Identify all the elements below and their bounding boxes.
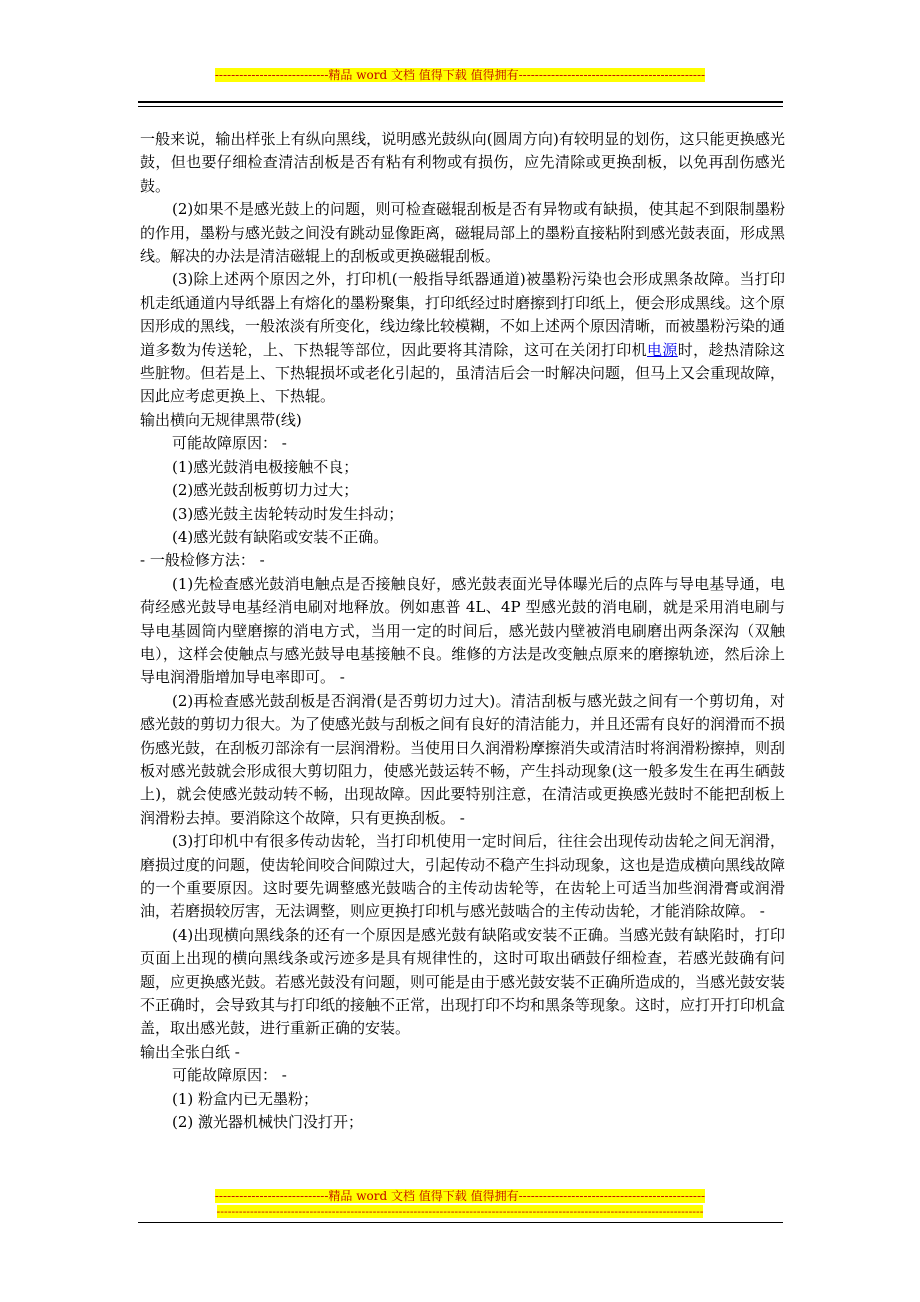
- header-banner: [0, 66, 920, 83]
- paragraph-3: [140, 268, 785, 408]
- cause-1: (1)感光鼓消电极接触不良；: [172, 457, 359, 476]
- section-heading-horizontal-black-band: 输出横向无规律黑带(线): [140, 410, 302, 429]
- causes-label: 可能故障原因： -: [172, 434, 287, 453]
- document-body: [140, 128, 785, 1134]
- method-3: (3)打印机中有很多传动齿轮，当打印机使用一定时间后，往往会出现传动齿轮之间无润滑，磨损过度的问题，使齿轮间咬合间隙过大，引起传动不稳产生抖动现象，这也是造成横向黑线故障的一个重要原因。这时要先调整感光鼓啮合的主传动齿轮等，在齿轮上可适当加些润滑膏或润滑油，若磨损较厉害，无法调整，则应更换打印机与感光鼓啮合的主传动齿轮，才能消除故障。 -: [140, 832, 786, 921]
- footer-banner: [0, 1187, 920, 1204]
- footer-rule: [138, 1222, 783, 1223]
- section-heading-blank-page: 输出全张白纸 -: [140, 1042, 240, 1061]
- footer-dashes-line: [0, 1205, 920, 1218]
- paragraph-2: (2)如果不是感光鼓上的问题，则可检查磁辊刮板是否有异物或有缺损，使其起不到限制墨粉的作用，墨粉与感光鼓之间没有跳动显像距离，磁辊局部上的墨粉直接粘附到感光鼓表面，形成黑线。解决的办法是清洁磁辊上的刮板或更换磁辊刮板。: [140, 200, 786, 266]
- header-rule-thin: [138, 106, 783, 107]
- paragraph-3-start: (3)除上述两个原因之外，打印机(一般指导纸器通道)被墨粉污染也会形成黑条故障。当打印机走纸通道内导纸器上有熔化的墨粉聚集，打印纸经过时磨擦到打印纸上，便会形成黑线。这个原因形成的黑线，一般浓淡有所变化，线边缘比较模糊，不如上述两个原因清晰，而被墨粉污染的通道多数为传送轮，上、下热辊等部位，因此要将其清除，这可在关闭打印机: [140, 270, 786, 359]
- paragraph-1: 一般来说，输出样张上有纵向黑线，说明感光鼓纵向(圆周方向)有较明显的划伤，这只能更换感光鼓，但也要仔细检查清洁刮板是否有粘有利物或有损伤，应先清除或更换刮板，以免再刮伤感光鼓。: [140, 130, 785, 195]
- method-4: (4)出现横向黑线条的还有一个原因是感光鼓有缺陷或安装不正确。当感光鼓有缺陷时，打印页面上出现的横向黑线条或污迹多是具有规律性的，这时可取出硒鼓仔细检查，若感光鼓确有问题，应更换感光鼓。若感光鼓没有问题，则可能是由于感光鼓安装不正确所造成的，当感光鼓安装不正确时，会导致其与打印纸的接触不正常，出现打印不均和黑条等现象。这时，应打开打印机盒盖，取出感光鼓，进行重新正确的安装。: [140, 925, 786, 1038]
- method-2: (2)再检查感光鼓刮板是否润滑(是否剪切力过大)。清洁刮板与感光鼓之间有一个剪切角，对感光鼓的剪切力很大。为了使感光鼓与刮板之间有良好的清洁能力，并且还需有良好的润滑而不损伤感光鼓，在刮板刃部涂有一层润滑粉。当使用日久润滑粉摩擦消失或清洁时将润滑粉擦掉，则刮板对感光鼓就会形成很大剪切阻力，使感光鼓运转不畅，产生抖动现象(这一般多发生在再生硒鼓上)，就会使感光鼓动转不畅，出现故障。因此要特别注意，在清洁或更换感光鼓时不能把刮板上润滑粉去掉。要消除这个故障，只有更换刮板。 -: [140, 691, 786, 827]
- cause-3: (3)感光鼓主齿轮转动时发生抖动；: [172, 504, 404, 523]
- footer-banner-text: ----------------------------精品 word 文档 值得下载 值得拥有----------------------------------------------: [214, 1189, 706, 1203]
- header-banner-text: ----------------------------精品 word 文档 值得下载 值得拥有----------------------------------------------: [214, 68, 706, 82]
- blank-cause-1: (1) 粉盒内已无墨粉；: [172, 1089, 319, 1108]
- power-link[interactable]: 电源: [647, 340, 678, 359]
- header-rule-thick: [138, 101, 783, 103]
- footer-dashes-text: -----------------------------------------------------------------------------------------------------------------------------------: [216, 1205, 704, 1218]
- cause-4: (4)感光鼓有缺陷或安装不正确。: [172, 527, 389, 546]
- paragraph-3-end: 时，趁热清除这些脏物。但若是上、下热辊损坏或老化引起的，虽清洁后会一时解决问题，但马上又会重现故障，因此应考虑更换上、下热辊。: [140, 340, 786, 406]
- cause-2: (2)感光鼓刮板剪切力过大；: [172, 481, 359, 500]
- method-1: (1)先检查感光鼓消电触点是否接触良好，感光鼓表面光导体曝光后的点阵与导电基导通，电荷经感光鼓导电基经消电刷对地释放。例如惠普 4L、4P 型感光鼓的消电刷，就是采用消电刷与导电基圆筒内壁磨擦的消电方式，当用一定的时间后，感光鼓内壁被消电刷磨出两条深沟（双触电），这样会使触点与感光鼓导电基接触不良。维修的方法是改变触点原来的磨擦轨迹，然后涂上导电润滑脂增加导电率即可。 -: [140, 574, 785, 687]
- blank-cause-2: (2) 激光器机械快门没打开；: [172, 1113, 364, 1132]
- causes-label-2: 可能故障原因： -: [172, 1066, 287, 1085]
- method-label: - 一般检修方法： -: [140, 551, 265, 570]
